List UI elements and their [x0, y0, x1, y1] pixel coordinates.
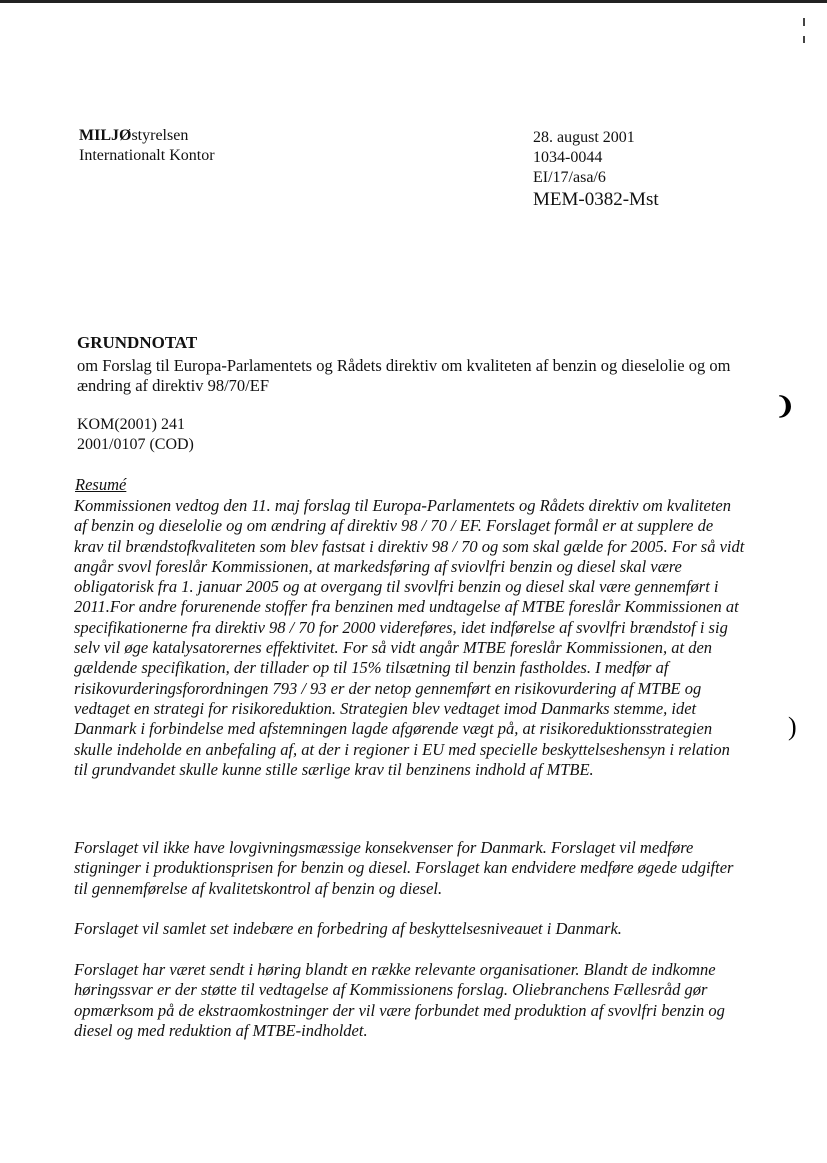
reference-code: EI/17/asa/6	[533, 169, 606, 186]
scan-top-border	[0, 0, 827, 3]
sender-block	[79, 126, 215, 166]
reference-block	[533, 128, 659, 212]
resume-paragraph-2: Forslaget vil ikke have lovgivningsmæssige konsekvenser for Danmark. Forslaget vil medføre stigninger i produktionsprisen for benzin og diesel. Forslaget kan endvidere medføre øgede udgifter til gennemførelse af kvalitetskontrol af benzin og diesel.	[74, 838, 734, 898]
document-subtitle: om Forslag til Europa-Parlamentets og Rådets direktiv om kvaliteten af benzin og dieselolie og om ændring af direktiv 98/70/EF	[77, 356, 731, 395]
case-number: 1034-0044	[533, 149, 603, 166]
sender-office: Internationalt Kontor	[79, 147, 215, 164]
scan-speck	[803, 18, 805, 26]
mem-number: MEM-0382-Mst	[533, 189, 659, 210]
sender-org-bold: MILJØ	[79, 127, 132, 144]
sender-organisation	[79, 126, 215, 146]
punch-hole-mark-upper: ❩	[775, 394, 796, 420]
sender-org-rest: styrelsen	[131, 127, 189, 144]
resume-paragraph-1: Kommissionen vedtog den 11. maj forslag til Europa-Parlamentets og Rådets direktiv om kvaliteten af benzin og dieselolie og om ændring af direktiv 98 / 70 / EF. Forslaget formål er at supplere de krav til brændstofkvaliteten som blev fastsat i direktiv 98 / 70 og som skal gælde for 2005. For så vidt angår svovl foreslår Kommissionen, at markedsføring af sviovlfri benzin og diesel skal være obligatorisk fra 1. januar 2005 og at overgang til svovlfri benzin og diesel skal være gennemført i 2011.For andre forurenende stoffer fra benzinen med undtagelse af MTBE foreslår Kommissionen at specifikationerne fra direktiv 98 / 70 for 2000 videreføres, idet indførelse af svovlfri brændstof i sig selv vil øge katalysatorernes effektivitet. For så vidt angår MTBE foreslår Kommissionen, at den gældende specifikation, der tillader op til 15% tilsætning til benzin fastholdes. I medfør af risikovurderingsforordningen 793 / 93 er der netop gennemført en risikovurdering af MTBE og vedtaget en strategi for risikoreduktion. Strategien blev vedtaget imod Danmarks stemme, idet Danmark i forbindelse med afstemningen lagde afgørende vægt på, at risikoreduktionsstrategien skulle indeholde en anbefaling af, at der i regioner i EU med specielle beskyttelseshensyn i relation til grundvandet skulle kunne stille særlige krav til benzinens indhold af MTBE.	[74, 496, 745, 779]
commission-references	[77, 415, 194, 455]
cod-reference: 2001/0107 (COD)	[77, 436, 194, 453]
scan-speck	[803, 36, 805, 43]
punch-hole-mark-lower: )	[788, 712, 797, 741]
document-title: GRUNDNOTAT	[77, 333, 198, 352]
resume-paragraph-3: Forslaget vil samlet set indebære en forbedring af beskyttelsesniveauet i Danmark.	[74, 919, 622, 938]
resume-heading: Resumé	[75, 475, 127, 494]
kom-reference: KOM(2001) 241	[77, 416, 185, 433]
resume-paragraph-4: Forslaget har været sendt i høring blandt en række relevante organisationer. Blandt de indkomne høringssvar er der støtte til vedtagelse af Kommissionens forslag. Oliebranchens Fællesråd gør opmærksom på de ekstraomkostninger der vil være forbundet med produktion af svovlfri benzin og diesel og med reduktion af MTBE-indholdet.	[74, 960, 725, 1040]
document-date: 28. august 2001	[533, 129, 635, 146]
